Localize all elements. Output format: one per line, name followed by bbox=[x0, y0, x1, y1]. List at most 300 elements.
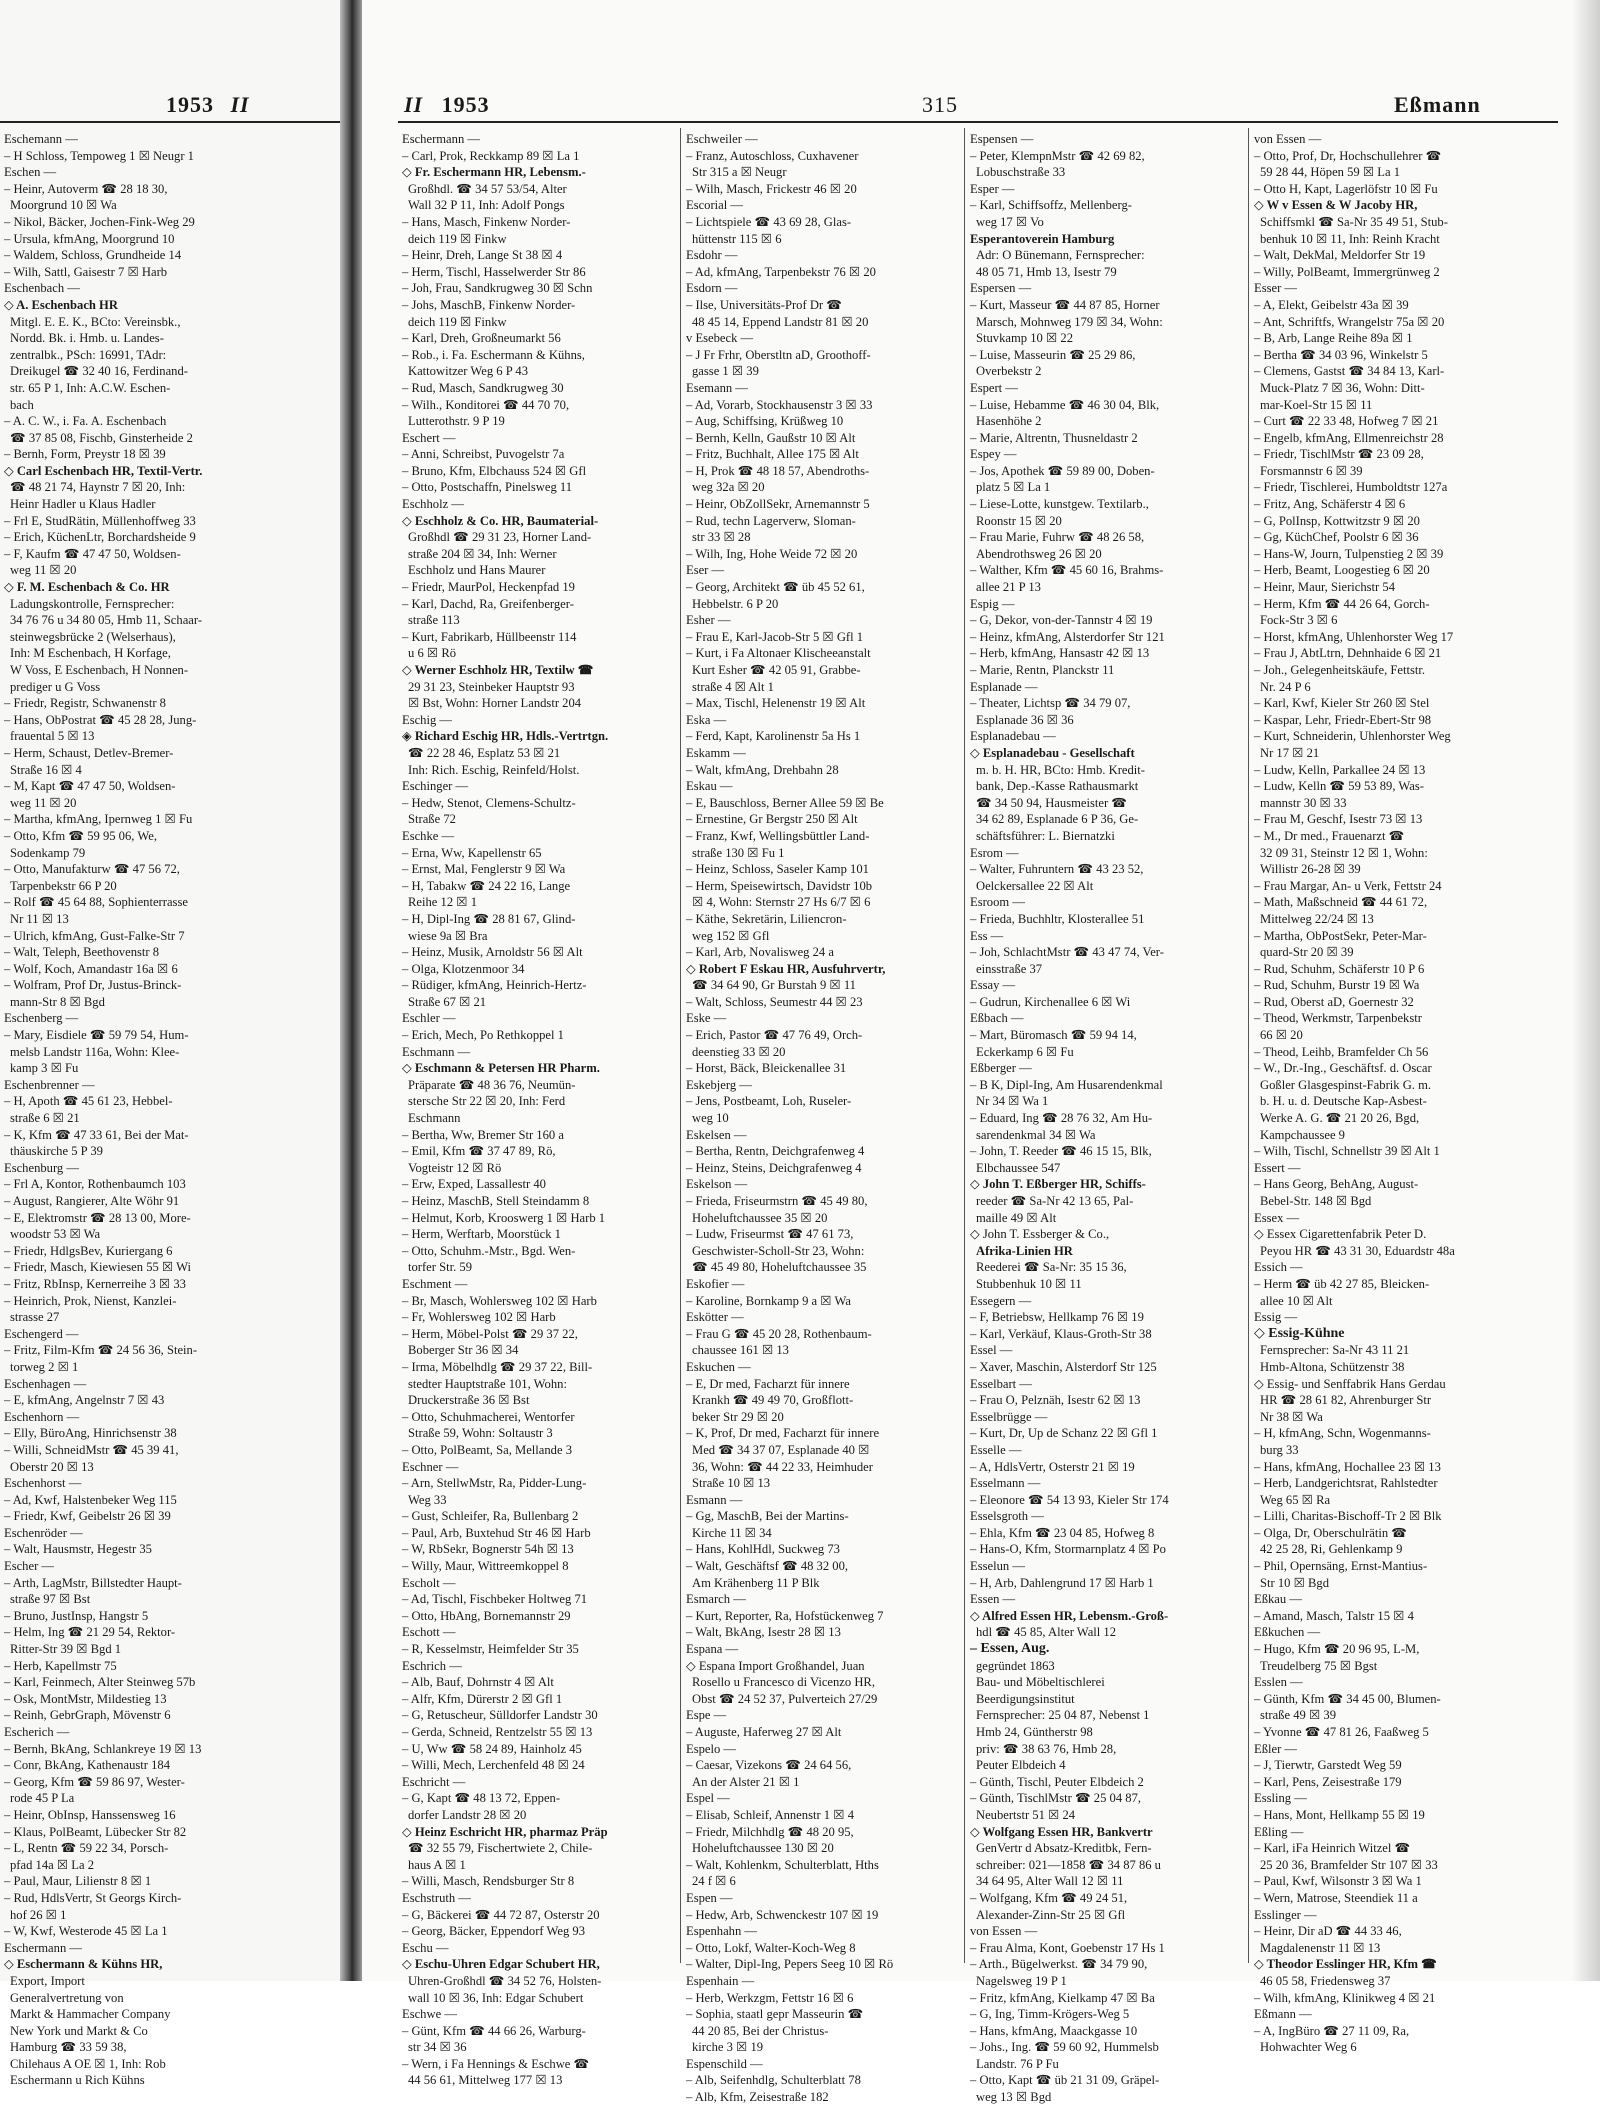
directory-entry-line: Straße 67 ☒ 21 bbox=[408, 994, 487, 1009]
directory-entry-line: – Günth, TischlMstr ☎ 25 04 87, bbox=[970, 1791, 1142, 1806]
directory-entry-line: Straße 59, Wohn: Soltaustr 3 bbox=[408, 1426, 553, 1441]
directory-entry-line: ◇ Theodor Esslinger HR, Kfm ☎ bbox=[1254, 1957, 1437, 1972]
directory-entry-line: ◇ Robert F Eskau HR, Ausfuhrvertr, bbox=[686, 961, 886, 976]
directory-entry-line: – Herb, Werkzgm, Fettstr 16 ☒ 6 bbox=[686, 1990, 854, 2005]
directory-entry-line: – Fritz, Film-Kfm ☎ 24 56 36, Stein- bbox=[4, 1343, 198, 1358]
directory-entry-line: – Friedr, Tischlerei, Humboldtstr 127a bbox=[1254, 480, 1448, 495]
directory-entry-line: benhuk 10 ☒ 11, Inh: Reinh Kracht bbox=[1260, 231, 1440, 246]
directory-entry-line: – Wern, Matrose, Steendiek 11 a bbox=[1254, 1890, 1418, 1905]
directory-entry-line: Essen — bbox=[970, 1592, 1016, 1607]
directory-entry-line: – Günt, Kfm ☎ 44 66 26, Warburg- bbox=[402, 2023, 586, 2038]
directory-entry-line: – A, HdlsVertr, Osterstr 21 ☒ 19 bbox=[970, 1459, 1135, 1474]
directory-entry-line: – Xaver, Maschin, Alsterdorf Str 125 bbox=[970, 1359, 1157, 1374]
directory-entry-line: straße 6 ☒ 21 bbox=[10, 1111, 80, 1126]
directory-entry-line: – Friedr, Milchhdlg ☎ 48 20 95, bbox=[686, 1824, 854, 1839]
directory-entry-line: – Ehla, Kfm ☎ 23 04 85, Hofweg 8 bbox=[970, 1525, 1155, 1540]
directory-entry-line: ◇ Heinz Eschricht HR, pharmaz Präp bbox=[402, 1824, 608, 1839]
directory-entry-line: – Ad, Kwf, Halstenbeker Weg 115 bbox=[4, 1492, 177, 1507]
directory-entry-line: Hoheluftchaussee 35 ☒ 20 bbox=[692, 1210, 828, 1225]
directory-entry-line: New York und Markt & Co bbox=[10, 2023, 148, 2038]
directory-entry-line: – Hedw, Arb, Schwenckestr 107 ☒ 19 bbox=[686, 1907, 879, 1922]
directory-entry-line: Oberstr 20 ☒ 13 bbox=[10, 1459, 94, 1474]
directory-entry-line: – Horst, kfmAng, Uhlenhorster Weg 17 bbox=[1254, 629, 1454, 644]
directory-entry-line: Weg 33 bbox=[408, 1492, 447, 1507]
directory-entry-line: – Walt, Teleph, Beethovenstr 8 bbox=[4, 945, 160, 960]
directory-entry-line: Hmb-Altona, Schützenstr 38 bbox=[1260, 1359, 1405, 1374]
directory-entry-line: – Elly, BüroAng, Hinrichsenstr 38 bbox=[4, 1426, 177, 1441]
directory-entry-line: – Frau Marie, Fuhrw ☎ 48 26 58, bbox=[970, 530, 1145, 545]
directory-entry-line: – Frau O, Pelznäh, Isestr 62 ☒ 13 bbox=[970, 1393, 1141, 1408]
directory-entry-line: – Frau M, Geschf, Isestr 73 ☒ 13 bbox=[1254, 812, 1423, 827]
directory-entry-line: – Frieda, Friseurmstrn ☎ 45 49 80, bbox=[686, 1194, 868, 1208]
directory-entry-line: mar-Koel-Str 15 ☒ 11 bbox=[1260, 397, 1373, 412]
directory-entry-line: 34 62 89, Esplanade 6 P 36, Ge- bbox=[976, 812, 1139, 827]
directory-entry-line: – Frl A, Kontor, Rothenbaumch 103 bbox=[4, 1177, 186, 1192]
directory-entry-line: – Joh, Frau, Sandkrugweg 30 ☒ Schn bbox=[402, 281, 593, 296]
directory-entry-line: – K, Kfm ☎ 47 33 61, Bei der Mat- bbox=[4, 1127, 189, 1142]
directory-entry-line: – Otto, Kfm ☎ 59 95 06, We, bbox=[4, 828, 157, 843]
directory-entry-line: – Rud, techn Lagerverw, Sloman- bbox=[686, 513, 856, 528]
directory-entry-line: Eschengerd — bbox=[4, 1326, 79, 1341]
directory-entry-line: reeder ☎ Sa-Nr 42 13 65, Pal- bbox=[976, 1194, 1134, 1208]
column-divider bbox=[1248, 128, 1249, 1963]
directory-entry-line: Eskuchen — bbox=[686, 1359, 751, 1374]
directory-entry-line: Kurt Esher ☎ 42 05 91, Grabbe- bbox=[692, 663, 861, 677]
directory-entry-line: straße 4 ☒ Alt 1 bbox=[692, 679, 774, 694]
directory-entry-line: burg 33 bbox=[1260, 1442, 1299, 1457]
directory-entry-line: – Otto, Postschaffn, Pinelsweg 11 bbox=[402, 480, 573, 495]
directory-entry-line: Weg 65 ☒ Ra bbox=[1260, 1492, 1331, 1507]
directory-entry-line: – Aug, Schiffsing, Krüßweg 10 bbox=[686, 414, 844, 429]
directory-entry-line: Willistr 26-28 ☒ 39 bbox=[1260, 862, 1361, 877]
directory-entry-line: gegründet 1863 bbox=[976, 1658, 1055, 1673]
directory-entry-line: – Ferd, Kapt, Karolinenstr 5a Hs 1 bbox=[686, 729, 861, 744]
directory-entry-line: Beerdigungsinstitut bbox=[976, 1691, 1075, 1706]
directory-entry-line: – Georg, Architekt ☎ üb 45 52 61, bbox=[686, 580, 865, 595]
directory-entry-line: – Martha, ObPostSekr, Peter-Mar- bbox=[1254, 928, 1427, 943]
directory-entry-line: – Heinz, Musik, Arnoldstr 56 ☒ Alt bbox=[402, 945, 583, 960]
directory-entry-line: maille 49 ☒ Alt bbox=[976, 1210, 1057, 1225]
directory-entry-line: Eschenburg — bbox=[4, 1160, 79, 1175]
directory-entry-line: Bebel-Str. 148 ☒ Bgd bbox=[1260, 1194, 1372, 1208]
directory-entry-line: – Karl, Feinmech, Alter Steinweg 57b bbox=[4, 1675, 196, 1690]
directory-entry-line: – Otto, Lokf, Walter-Koch-Weg 8 bbox=[686, 1940, 856, 1955]
directory-entry-line: Espenschild — bbox=[686, 2056, 763, 2071]
directory-entry-line: thäuskirche 5 P 39 bbox=[10, 1144, 103, 1159]
directory-entry-line: Escorial — bbox=[686, 198, 744, 213]
directory-entry-line: Lutterothstr. 9 P 19 bbox=[408, 414, 505, 429]
directory-entry-line: – Fritz, kfmAng, Kielkamp 47 ☒ Ba bbox=[970, 1990, 1155, 2005]
directory-entry-line: – Heinrich, Prok, Nienst, Kanzlei- bbox=[4, 1293, 177, 1308]
directory-entry-line: Eckerkamp 6 ☒ Fu bbox=[976, 1044, 1074, 1059]
directory-entry-line: – Rolf ☎ 45 64 88, Sophienterrasse bbox=[4, 895, 188, 910]
directory-entry-line: Export, Import bbox=[10, 1973, 85, 1988]
directory-entry-line: – G, PolInsp, Kottwitzstr 9 ☒ 20 bbox=[1254, 513, 1420, 528]
directory-entry-line: Landstr. 76 P Fu bbox=[976, 2056, 1059, 2071]
directory-entry-line: – Frieda, Buchhltr, Klosterallee 51 bbox=[970, 911, 1145, 926]
directory-entry-line: – Willy, PolBeamt, Immergrünweg 2 bbox=[1254, 264, 1440, 279]
directory-entry-line: – Bernh, Form, Preystr 18 ☒ 39 bbox=[4, 447, 166, 462]
directory-entry-line: – Kurt, Schneiderin, Uhlenhorster Weg bbox=[1254, 729, 1451, 744]
directory-entry-line: Eskelsen — bbox=[686, 1127, 747, 1142]
directory-entry-line: Markt & Hammacher Company bbox=[10, 2007, 171, 2022]
page-edge-shadow bbox=[1572, 0, 1600, 1981]
directory-entry-line: strasse 27 bbox=[10, 1310, 60, 1325]
directory-entry-line: – Bertha ☎ 34 03 96, Winkelstr 5 bbox=[1254, 347, 1428, 362]
column-divider bbox=[680, 128, 681, 1963]
directory-entry-line: – Willy, Maur, Wittreemkoppel 8 bbox=[402, 1559, 569, 1574]
directory-entry-line: Eßbach — bbox=[970, 1011, 1024, 1026]
directory-entry-line: Essel — bbox=[970, 1343, 1013, 1358]
directory-entry-line: Stuvkamp 10 ☒ 22 bbox=[976, 331, 1073, 346]
directory-entry-line: ◇ Eschholz & Co. HR, Baumaterial- bbox=[402, 513, 599, 528]
directory-entry-line: Generalvertretung von bbox=[10, 1990, 124, 2005]
directory-entry-line: – Gg, MaschB, Bei der Martins- bbox=[686, 1509, 849, 1524]
directory-entry-line: – Friedr, Registr, Schwanenstr 8 bbox=[4, 696, 166, 711]
directory-entry-line: – Elisab, Schleif, Annenstr 1 ☒ 4 bbox=[686, 1807, 854, 1822]
directory-entry-line: ◇ Carl Eschenbach HR, Textil-Vertr. bbox=[4, 463, 203, 478]
directory-entry-line: Inh: Rich. Eschig, Reinfeld/Holst. bbox=[408, 762, 580, 777]
directory-entry-line: einsstraße 37 bbox=[976, 961, 1043, 976]
directory-entry-line: – Wilh, Masch, Frickestr 46 ☒ 20 bbox=[686, 181, 857, 196]
directory-entry-line: Esemann — bbox=[686, 380, 748, 395]
directory-entry-line: rode 45 P La bbox=[10, 1791, 75, 1806]
directory-entry-line: – Wilh, Sattl, Gaisestr 7 ☒ Harb bbox=[4, 264, 168, 279]
directory-entry-line: – Walt, Geschäftsf ☎ 48 32 00, bbox=[686, 1559, 849, 1574]
directory-entry-line: Stubbenhuk 10 ☒ 11 bbox=[976, 1276, 1082, 1291]
directory-entry-line: – Kurt, i Fa Altonaer Klischeeanstalt bbox=[686, 646, 871, 661]
directory-entry-line: Eschenhorst — bbox=[4, 1476, 82, 1491]
directory-entry-line: – Friedr, TischlMstr ☎ 23 09 28, bbox=[1254, 447, 1424, 462]
directory-entry-line: frauental 5 ☒ 13 bbox=[10, 729, 95, 744]
directory-entry-line: Espenhahn — bbox=[686, 1924, 757, 1939]
directory-entry-line: 34 64 95, Alter Wall 12 ☒ 11 bbox=[976, 1874, 1124, 1889]
directory-entry-line: – G, Dekor, von-der-Tannstr 4 ☒ 19 bbox=[970, 613, 1153, 628]
directory-entry-line: Adr: O Bünemann, Fernsprecher: bbox=[976, 248, 1145, 263]
directory-entry-line: – A, Elekt, Geibelstr 43a ☒ 39 bbox=[1254, 297, 1409, 312]
directory-entry-line: Straße 10 ☒ 13 bbox=[692, 1476, 771, 1491]
left-page-year: 1953 bbox=[166, 92, 214, 117]
directory-entry-line: – Conr, BkAng, Kathenaustr 184 bbox=[4, 1758, 170, 1773]
directory-entry-line: Kattowitzer Weg 6 P 43 bbox=[408, 364, 529, 379]
directory-entry-line: ◇ Fr. Eschermann HR, Lebensm.- bbox=[402, 165, 586, 180]
directory-entry-line: Krankh ☎ 49 49 70, Großflott- bbox=[692, 1393, 854, 1408]
directory-entry-line: – J, Tierwtr, Garstedt Weg 59 bbox=[1254, 1758, 1402, 1773]
directory-entry-line: – Karl, Pens, Zeisestraße 179 bbox=[1254, 1774, 1402, 1789]
directory-entry-line: – Willi, Masch, Rendsburger Str 8 bbox=[402, 1874, 575, 1889]
directory-entry-line: Geschwister-Scholl-Str 23, Wohn: bbox=[692, 1243, 865, 1258]
directory-entry-line: – Reinh, GebrGraph, Mövenstr 6 bbox=[4, 1708, 171, 1723]
directory-entry-line: Eschricht — bbox=[402, 1774, 466, 1789]
directory-entry-line: – Hans, kfmAng, Hochallee 23 ☒ 13 bbox=[1254, 1459, 1441, 1474]
directory-entry-line: – G, Bäckerei ☎ 44 72 87, Osterstr 20 bbox=[402, 1907, 600, 1922]
directory-entry-line: – Herb, Landgerichtsrat, Rahlstedter bbox=[1254, 1476, 1438, 1491]
directory-entry-line: ◇ F. M. Eschenbach & Co. HR bbox=[4, 580, 170, 595]
directory-entry-line: Goßler Glasgespinst-Fabrik G. m. bbox=[1260, 1077, 1432, 1092]
directory-entry-line: – Kurt, Fabrikarb, Hüllbeenstr 114 bbox=[402, 629, 577, 644]
directory-entry-line: ◇ Essig- und Senffabrik Hans Gerdau bbox=[1254, 1376, 1446, 1391]
directory-entry-line: Nr 11 ☒ 13 bbox=[10, 911, 69, 926]
directory-entry-line: Großhdl. ☎ 34 57 53/54, Alter bbox=[408, 181, 567, 196]
directory-entry-line: 48 45 14, Eppend Landstr 81 ☒ 20 bbox=[692, 314, 869, 329]
directory-entry-line: Straße 16 ☒ 4 bbox=[10, 762, 82, 777]
directory-entry-line: – Herm, Speisewirtsch, Davidstr 10b bbox=[686, 878, 873, 893]
directory-entry-line: Esplanade — bbox=[970, 679, 1038, 694]
catchword: Eßmann bbox=[1394, 92, 1481, 117]
directory-entry-line: Eschinger — bbox=[402, 779, 469, 794]
directory-entry-line: – Hans-W, Journ, Tulpenstieg 2 ☒ 39 bbox=[1254, 546, 1444, 561]
directory-entry-line: Afrika-Linien HR bbox=[976, 1243, 1073, 1258]
directory-entry-line: 66 ☒ 20 bbox=[1260, 1028, 1303, 1043]
directory-entry-line: ◇ Espana Import Großhandel, Juan bbox=[686, 1658, 865, 1673]
directory-entry-line: Eschert — bbox=[402, 430, 456, 445]
directory-entry-line: – Arth, LagMstr, Billstedter Haupt- bbox=[4, 1575, 182, 1590]
directory-entry-line: torfer Str. 59 bbox=[408, 1260, 473, 1275]
directory-entry-line: – Mary, Eisdiele ☎ 59 79 54, Hum- bbox=[4, 1028, 189, 1043]
directory-entry-line: – Theod, Werkmstr, Tarpenbekstr bbox=[1254, 1011, 1422, 1026]
directory-entry-line: Tarpenbekstr 66 P 20 bbox=[10, 878, 117, 893]
directory-entry-line: – Herb, Kapellmstr 75 bbox=[4, 1658, 117, 1673]
directory-entry-line: – Rob., i. Fa. Eschermann & Kühns, bbox=[402, 347, 585, 362]
directory-entry-line: Oelckersallee 22 ☒ Alt bbox=[976, 878, 1094, 893]
directory-entry-line: 25 20 36, Bramfelder Str 107 ☒ 33 bbox=[1260, 1857, 1438, 1872]
directory-entry-line: Wall 32 P 11, Inh: Adolf Pongs bbox=[408, 198, 565, 213]
directory-entry-line: – Rüdiger, kfmAng, Heinrich-Hertz- bbox=[402, 978, 587, 993]
directory-entry-line: Esslen — bbox=[1254, 1675, 1303, 1690]
directory-entry-line: – Hans, kfmAng, Maackgasse 10 bbox=[970, 2023, 1138, 2038]
directory-entry-line: – Karl, Dachd, Ra, Greifenberger- bbox=[402, 596, 574, 611]
directory-entry-line: – Franz, Kwf, Wellingsbüttler Land- bbox=[686, 828, 870, 843]
directory-entry-line: – Rud, Masch, Sandkrugweg 30 bbox=[402, 380, 564, 395]
directory-entry-line: – Ursula, kfmAng, Moorgrund 10 bbox=[4, 231, 175, 246]
directory-entry-line: – Erich, KüchenLtr, Borchardsheide 9 bbox=[4, 530, 196, 545]
directory-entry-line: Neubertstr 51 ☒ 24 bbox=[976, 1807, 1076, 1822]
directory-entry-line: weg 152 ☒ Gfl bbox=[692, 928, 770, 943]
directory-entry-line: Eschweiler — bbox=[686, 132, 758, 146]
directory-entry-line: Eschwe — bbox=[402, 2007, 457, 2022]
directory-entry-line: Eskau — bbox=[686, 779, 733, 794]
directory-entry-line: – Heinz, MaschB, Stell Steindamm 8 bbox=[402, 1194, 590, 1208]
directory-entry-line: – H, kfmAng, Schn, Wogenmanns- bbox=[1254, 1426, 1431, 1441]
directory-entry-line: – Br, Masch, Wohlersweg 102 ☒ Harb bbox=[402, 1293, 597, 1308]
directory-entry-line: – H, Apoth ☎ 45 61 23, Hebbel- bbox=[4, 1094, 173, 1109]
directory-entry-line: – G, Kapt ☎ 48 13 72, Eppen- bbox=[402, 1791, 561, 1806]
directory-entry-line: Präparate ☎ 48 36 76, Neumün- bbox=[408, 1077, 576, 1092]
directory-entry-line: An der Alster 21 ☒ 1 bbox=[692, 1774, 800, 1789]
directory-entry-line: – Gg, KüchChef, Poolstr 6 ☒ 36 bbox=[1254, 530, 1419, 545]
directory-entry-line: weg 10 bbox=[692, 1111, 729, 1126]
directory-entry-line: Peyou HR ☎ 43 31 30, Eduardstr 48a bbox=[1260, 1243, 1455, 1258]
directory-entry-line: Espana — bbox=[686, 1642, 739, 1657]
directory-entry-line: Druckerstraße 36 ☒ Bst bbox=[408, 1393, 530, 1408]
directory-entry-line: Esplanade 36 ☒ 36 bbox=[976, 712, 1074, 727]
directory-entry-line: – E, Dr med, Facharzt für innere bbox=[686, 1376, 850, 1391]
directory-entry-line: – Liese-Lotte, kunstgew. Textilarb., bbox=[970, 497, 1149, 512]
directory-entry-line: wiese 9a ☒ Bra bbox=[408, 928, 488, 943]
directory-entry-line: Chilehaus A OE ☒ 1, Inh: Rob bbox=[10, 2056, 166, 2071]
directory-entry-line: – Willi, SchneidMstr ☎ 45 39 41, bbox=[4, 1442, 179, 1457]
directory-entry-line: Peuter Elbdeich 4 bbox=[976, 1758, 1066, 1773]
directory-entry-line: – Heinr, ObInsp, Hanssensweg 16 bbox=[4, 1807, 176, 1822]
directory-entry-line: – Karl, Dreh, Großneumarkt 56 bbox=[402, 331, 561, 346]
directory-entry-line: – Marie, Altrentn, Thusneldastr 2 bbox=[970, 430, 1138, 445]
directory-entry-line: – W, Kwf, Westerode 45 ☒ La 1 bbox=[4, 1924, 168, 1939]
directory-entry-line: – Frau G ☎ 45 20 28, Rothenbaum- bbox=[686, 1326, 872, 1341]
directory-entry-line: Roonstr 15 ☒ 20 bbox=[976, 513, 1062, 528]
directory-entry-line: mannstr 30 ☒ 33 bbox=[1260, 795, 1347, 810]
directory-entry-line: ◇ W v Essen & W Jacoby HR, bbox=[1254, 198, 1418, 213]
book-gutter bbox=[340, 0, 362, 1981]
directory-entry-line: – Bernh, BkAng, Schlankreye 19 ☒ 13 bbox=[4, 1741, 202, 1756]
directory-entry-line: – Sophia, staatl gepr Masseurin ☎ bbox=[686, 2007, 864, 2022]
directory-entry-line: 34 76 76 u 34 80 05, Hmb 11, Schaar- bbox=[10, 613, 203, 628]
directory-entry-line: haus A ☒ 1 bbox=[408, 1857, 466, 1872]
directory-entry-line: – Bernh, Kelln, Gaußstr 10 ☒ Alt bbox=[686, 430, 856, 445]
directory-entry-line: – A, IngBüro ☎ 27 11 09, Ra, bbox=[1254, 2023, 1410, 2038]
directory-entry-line: priv: ☎ 38 63 76, Hmb 28, bbox=[976, 1741, 1117, 1756]
right-page-header-left bbox=[404, 92, 490, 118]
left-page-roman: II bbox=[230, 92, 250, 117]
directory-entry-line: – Arn, StellwMstr, Ra, Pidder-Lung- bbox=[402, 1476, 587, 1491]
directory-entry-line: – Ad, Tischl, Fischbeker Holtweg 71 bbox=[402, 1592, 588, 1607]
directory-column-3 bbox=[970, 131, 1242, 2105]
directory-entry-line: Essex — bbox=[1254, 1210, 1300, 1225]
directory-entry-line: ◇ Alfred Essen HR, Lebensm.-Groß- bbox=[970, 1608, 1169, 1623]
directory-entry-line: – Olga, Klotzenmoor 34 bbox=[402, 961, 525, 976]
directory-entry-line: – Käthe, Sekretärin, Liliencron- bbox=[686, 911, 847, 926]
directory-entry-line: – Heinr, ObZollSekr, Arnemannstr 5 bbox=[686, 497, 870, 512]
directory-entry-line: wall 10 ☒ 36, Inh: Edgar Schubert bbox=[408, 1990, 584, 2005]
directory-entry-line: – Amand, Masch, Talstr 15 ☒ 4 bbox=[1254, 1608, 1414, 1623]
directory-entry-line: Reederei ☎ Sa-Nr: 35 15 36, bbox=[976, 1260, 1127, 1275]
directory-entry-line: Overbekstr 2 bbox=[976, 364, 1042, 379]
directory-entry-line: beker Str 29 ☒ 20 bbox=[692, 1409, 784, 1424]
directory-entry-line: Eßmann — bbox=[1254, 2007, 1312, 2022]
directory-entry-line: deenstieg 33 ☒ 20 bbox=[692, 1044, 786, 1059]
directory-entry-line: – B K, Dipl-Ing, Am Husarendenkmal bbox=[970, 1077, 1163, 1092]
page-number: 315 bbox=[922, 92, 958, 117]
directory-entry-line: Moorgrund 10 ☒ Wa bbox=[10, 198, 117, 213]
directory-entry-line: Eßberger — bbox=[970, 1061, 1032, 1076]
directory-entry-line: u 6 ☒ Rö bbox=[408, 646, 457, 661]
directory-entry-line: Uhren-Großhdl ☎ 34 52 76, Holsten- bbox=[408, 1973, 602, 1988]
directory-entry-line: – Gust, Schleifer, Ra, Bullenbarg 2 bbox=[402, 1509, 579, 1524]
directory-entry-line: Essay — bbox=[970, 978, 1016, 993]
directory-entry-line: v Esebeck — bbox=[686, 331, 754, 346]
directory-entry-line: Esselsgroth — bbox=[970, 1509, 1044, 1524]
directory-entry-line: – Alfr, Kfm, Dürerstr 2 ☒ Gfl 1 bbox=[402, 1691, 563, 1706]
directory-entry-line: – Karoline, Bornkamp 9 a ☒ Wa bbox=[686, 1293, 851, 1308]
directory-entry-line: – Alb, Bauf, Dohrnstr 4 ☒ Alt bbox=[402, 1675, 554, 1690]
directory-entry-line: Escher — bbox=[4, 1559, 55, 1574]
directory-entry-line: Eschment — bbox=[402, 1276, 468, 1291]
directory-entry-line: Forsmannstr 6 ☒ 39 bbox=[1260, 463, 1363, 478]
directory-entry-line: – Walt, kfmAng, Drehbahn 28 bbox=[686, 762, 839, 777]
directory-entry-line: – Heinr, Maur, Sierichstr 54 bbox=[1254, 580, 1395, 595]
directory-entry-line: – Gudrun, Kirchenallee 6 ☒ Wi bbox=[970, 994, 1131, 1009]
directory-entry-line: Esher — bbox=[686, 613, 731, 628]
directory-entry-line: – H, Arb, Dahlengrund 17 ☒ Harb 1 bbox=[970, 1575, 1154, 1590]
directory-entry-line: – W, RbSekr, Bognerstr 54h ☒ 13 bbox=[402, 1542, 574, 1557]
directory-entry-line: – Wilh., Konditorei ☎ 44 70 70, bbox=[402, 397, 570, 412]
directory-entry-line: Großhdl ☎ 29 31 23, Horner Land- bbox=[408, 530, 592, 545]
directory-entry-line: Nr 17 ☒ 21 bbox=[1260, 745, 1320, 760]
directory-entry-line: W Voss, E Eschenbach, H Nonnen- bbox=[10, 663, 189, 677]
directory-entry-line: – Wilh, Tischl, Schnellstr 39 ☒ Alt 1 bbox=[1254, 1144, 1440, 1159]
directory-entry-line: – Ilse, Universitäts-Prof Dr ☎ bbox=[686, 297, 842, 312]
directory-entry-line: HR ☎ 28 61 82, Ahrenburger Str bbox=[1260, 1393, 1432, 1408]
directory-entry-line: – Paul, Arb, Buxtehud Str 46 ☒ Harb bbox=[402, 1525, 591, 1540]
directory-entry-line: Esrom — bbox=[970, 845, 1019, 860]
directory-entry-line: – Karl, iFa Heinrich Witzel ☎ bbox=[1254, 1841, 1411, 1856]
directory-entry-line: Eschke — bbox=[402, 828, 455, 843]
directory-entry-line: weg 32a ☒ 20 bbox=[692, 480, 765, 495]
directory-entry-line: Reihe 12 ☒ 1 bbox=[408, 895, 478, 910]
directory-entry-line: – Carl, Prok, Reckkamp 89 ☒ La 1 bbox=[402, 148, 580, 163]
directory-entry-line: ◇ A. Eschenbach HR bbox=[4, 297, 118, 312]
directory-entry-line: Heinr Hadler u Klaus Hadler bbox=[10, 497, 156, 512]
directory-entry-line: Schiffsmkl ☎ Sa-Nr 35 49 51, Stub- bbox=[1260, 214, 1448, 229]
directory-entry-line: – Herm, Werftarb, Moorstück 1 bbox=[402, 1227, 561, 1242]
directory-entry-line: m. b. H. HR, BCto: Hmb. Kredit- bbox=[976, 762, 1145, 777]
directory-entry-line: – Mart, Büromasch ☎ 59 94 14, bbox=[970, 1028, 1137, 1043]
directory-entry-line: Eßkau — bbox=[1254, 1592, 1302, 1607]
directory-entry-line: – Lichtspiele ☎ 43 69 28, Glas- bbox=[686, 214, 852, 229]
directory-entry-line: steinwegsbrücke 2 (Welserhaus), bbox=[10, 629, 176, 644]
directory-entry-line: Eßler — bbox=[1254, 1741, 1298, 1756]
directory-entry-line: – H, Dipl-Ing ☎ 28 81 67, Glind- bbox=[402, 911, 576, 926]
directory-entry-line: Esser — bbox=[1254, 281, 1298, 296]
directory-entry-line: – Hans, Masch, Finkenw Norder- bbox=[402, 214, 571, 229]
directory-entry-line: – Alb, Kfm, Zeisestraße 182 bbox=[686, 2090, 829, 2105]
directory-entry-line: Obst ☎ 24 52 37, Pulverteich 27/29 bbox=[692, 1691, 878, 1706]
directory-entry-line: – Johs, MaschB, Finkenw Norder- bbox=[402, 297, 576, 312]
directory-entry-line: – Friedr, Kwf, Geibelstr 26 ☒ 39 bbox=[4, 1509, 171, 1524]
directory-entry-line: – Heinz, Steins, Deichgrafenweg 4 bbox=[686, 1160, 862, 1175]
directory-entry-line: – Rud, Schuhm, Burstr 19 ☒ Wa bbox=[1254, 978, 1420, 993]
directory-entry-line: – Otto, Schuhm.-Mstr., Bgd. Wen- bbox=[402, 1243, 576, 1258]
directory-entry-line: – Herm, Schaust, Detlev-Bremer- bbox=[4, 745, 174, 760]
directory-entry-line: Eschmann — bbox=[402, 1044, 471, 1059]
directory-entry-line: Esselbart — bbox=[970, 1376, 1032, 1391]
directory-entry-line: weg 11 ☒ 20 bbox=[10, 795, 77, 810]
directory-entry-line: – Joh., Gelegenheitskäufe, Fettstr. bbox=[1254, 663, 1426, 677]
directory-entry-line: chaussee 161 ☒ 13 bbox=[692, 1343, 789, 1358]
directory-entry-line: – Ludw, Friseurmst ☎ 47 61 73, bbox=[686, 1227, 854, 1242]
directory-entry-line: weg 17 ☒ Vo bbox=[976, 214, 1044, 229]
directory-entry-line: Nr 34 ☒ Wa 1 bbox=[976, 1094, 1049, 1109]
directory-entry-line: – Martha, kfmAng, Ipernweg 1 ☒ Fu bbox=[4, 812, 193, 827]
directory-entry-line: – Hans, ObPostrat ☎ 45 28 28, Jung- bbox=[4, 712, 197, 727]
directory-entry-line: – Ludw, Kelln, Parkallee 24 ☒ 13 bbox=[1254, 762, 1426, 777]
directory-entry-line: Esper — bbox=[970, 181, 1015, 196]
directory-entry-line: 29 31 23, Steinbeker Hauptstr 93 bbox=[408, 679, 575, 694]
directory-entry-line: deich 119 ☒ Finkw bbox=[408, 231, 507, 246]
directory-entry-line: str. 65 P 1, Inh: A.C.W. Eschen- bbox=[10, 380, 171, 395]
directory-entry-line: – Ludw, Kelln ☎ 59 53 89, Was- bbox=[1254, 779, 1424, 794]
directory-entry-line: – Horst, Bäck, Bleickenallee 31 bbox=[686, 1061, 847, 1076]
directory-entry-line: – Willi, Mech, Lerchenfeld 48 ☒ 24 bbox=[402, 1758, 585, 1773]
directory-entry-line: – Herb, Beamt, Loogestieg 6 ☒ 20 bbox=[1254, 563, 1430, 578]
directory-entry-line: Eschholz — bbox=[402, 497, 464, 512]
directory-entry-line: – Marie, Rentn, Planckstr 11 bbox=[970, 663, 1115, 677]
directory-column-4 bbox=[1254, 131, 1526, 2055]
directory-entry-line: – Bruno, Kfm, Elbchauss 524 ☒ Gfl bbox=[402, 463, 587, 478]
directory-entry-line: Rosello u Francesco di Vicenzo HR, bbox=[692, 1675, 875, 1690]
directory-entry-line: – Friedr, MaurPol, Heckenpfad 19 bbox=[402, 580, 575, 595]
directory-entry-line: – H, Tabakw ☎ 24 22 16, Lange bbox=[402, 878, 571, 893]
directory-entry-line: – Essen, Aug. bbox=[970, 1641, 1050, 1657]
